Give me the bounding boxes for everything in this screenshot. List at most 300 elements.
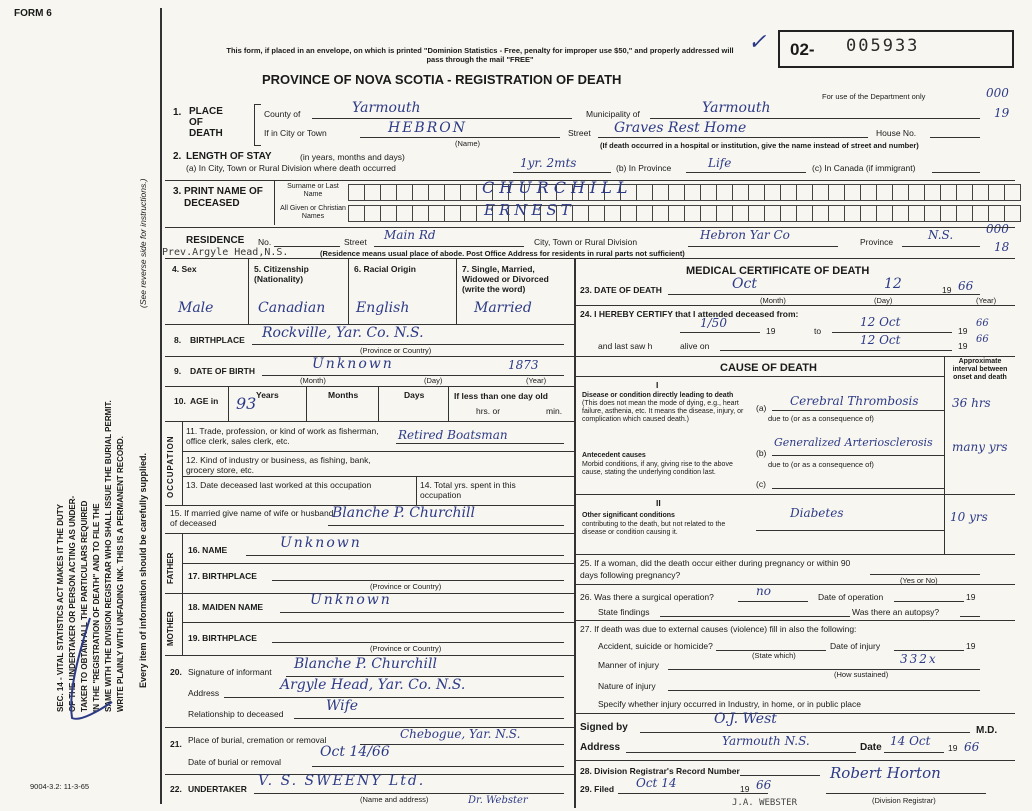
given-boxes [348, 205, 1020, 222]
char-box [940, 184, 957, 201]
char-box [812, 184, 829, 201]
char-box [428, 184, 445, 201]
date-19: 19 [948, 743, 958, 753]
side-text-8: (See reverse side for instructions.) [138, 178, 148, 308]
dept-code-4: 18 [994, 240, 1010, 254]
age-div-4 [448, 387, 449, 421]
side-text-1: SEC. 14 - VITAL STATISTICS ACT MAKES IT THE DUTY [56, 503, 65, 712]
form-number: FORM 6 [14, 8, 52, 19]
date-value[interactable]: 14 Oct [890, 734, 931, 748]
hospital-note: (If death occurred in a hospital or institution, give the name instead of street and number) [600, 141, 919, 150]
medical-certificate-title: MEDICAL CERTIFICATE OF DEATH [686, 265, 870, 277]
interval-a-value[interactable]: 36 hrs [952, 396, 991, 410]
citizenship-value[interactable]: Canadian [258, 300, 326, 316]
q11-line [396, 443, 564, 444]
mother-bp-caption: (Province or Country) [370, 644, 442, 653]
div-5-6 [348, 259, 349, 325]
signed-line [640, 732, 970, 733]
char-box [428, 205, 445, 222]
citizenship-label: 5. Citizenship (Nationality) [254, 264, 309, 284]
less-than-day-label: If less than one day old [454, 391, 548, 401]
interval-b-value[interactable]: many yrs [952, 440, 1008, 454]
alive-on-label: alive on [680, 341, 710, 351]
side-text-3: TAKER TO OBTAIN ALL THE PARTICULARS REQUIRED [80, 500, 89, 712]
address-value[interactable]: Yarmouth N.S. [722, 734, 810, 748]
center-divider [574, 258, 576, 808]
q23-bottom [575, 305, 1015, 306]
char-box [700, 205, 717, 222]
signed-bottom [575, 760, 1015, 761]
char-box [892, 205, 909, 222]
last-19: 19 [958, 341, 968, 351]
death-month-value[interactable]: Oct [732, 276, 757, 292]
to-year-value[interactable]: 66 [976, 318, 989, 329]
q21-number: 21. [170, 739, 182, 749]
county-label: County of [264, 109, 301, 119]
burial-place-value[interactable]: Chebogue, Yar. N.S. [400, 727, 521, 741]
char-box [348, 184, 365, 201]
name-caption: (Name) [455, 139, 481, 148]
street-line [598, 137, 868, 138]
q11-value[interactable]: Retired Boatsman [398, 428, 508, 442]
age-div-1 [228, 387, 229, 421]
char-box [828, 205, 845, 222]
q15-label: 15. If married give name of wife or husband of deceased [170, 508, 334, 528]
residence-province-value[interactable]: N.S. [928, 228, 954, 242]
cause-a-value[interactable]: Cerebral Thrombosis [790, 394, 919, 408]
given-value[interactable]: ERNEST [484, 201, 575, 219]
char-box [380, 184, 397, 201]
informant-addr-line [224, 697, 564, 698]
char-box [732, 205, 749, 222]
op-date-label: Date of operation [818, 592, 884, 602]
burial-date-line [312, 766, 564, 767]
dept-code-2: 19 [994, 106, 1010, 120]
death-year-caption: (Year) [976, 296, 997, 305]
char-box [908, 205, 925, 222]
stay-c-label: (c) In Canada (if immigrant) [812, 163, 916, 173]
name-divider [274, 181, 275, 225]
date-year-value[interactable]: 66 [964, 740, 980, 754]
city-label: If in City or Town [264, 128, 327, 138]
q14-label: 14. Total yrs. spent in this occupation [420, 480, 516, 500]
char-box [684, 205, 701, 222]
birthplace-label: BIRTHPLACE [190, 335, 245, 345]
char-box [748, 205, 765, 222]
burial-date-value[interactable]: Oct 14/66 [320, 744, 390, 760]
residence-street-label: Street [344, 237, 367, 247]
disease-label: Disease or condition directly leading to death [582, 392, 734, 399]
father-birthplace-line [272, 580, 564, 581]
char-box [396, 205, 413, 222]
char-box [444, 205, 461, 222]
char-box [796, 184, 813, 201]
city-value[interactable]: HEBRON [388, 120, 467, 136]
antecedent-note: Morbid conditions, if any, giving rise to the above cause, stating the underlying condition last. [582, 461, 733, 476]
margin-handwritten-mark [50, 610, 120, 730]
min-label: min. [546, 406, 563, 416]
char-box [684, 184, 701, 201]
part-1-label: I [656, 380, 659, 390]
residence-city-value[interactable]: Hebron Yar Co [700, 228, 790, 242]
autopsy-line [960, 616, 980, 617]
char-box [972, 205, 989, 222]
last-saw-line [720, 350, 952, 351]
char-box [828, 184, 845, 201]
antecedent-label: Antecedent causes [582, 452, 646, 459]
char-box [940, 205, 957, 222]
part-1-bottom [575, 494, 1015, 495]
street-value[interactable]: Graves Rest Home [614, 120, 747, 136]
father-name-line [246, 555, 564, 556]
house-line [930, 137, 980, 138]
q11-bottom [182, 451, 574, 452]
char-box [780, 184, 797, 201]
q28-line [740, 775, 820, 776]
place-bracket [254, 104, 261, 146]
dob-year-value[interactable]: 1873 [508, 358, 539, 372]
burial-date-label: Date of burial or removal [188, 757, 282, 767]
residence-city-label: City, Town or Rural Division [534, 237, 638, 247]
residence-no-label: No. [258, 237, 272, 247]
how-sustained-caption: (How sustained) [834, 670, 889, 679]
q13-q14-div [416, 476, 417, 505]
q29-label: 29. Filed [580, 784, 615, 794]
residence-province-label: Province [860, 237, 894, 247]
birthplace-caption: (Province or Country) [360, 346, 432, 355]
to-19: 19 [958, 326, 968, 336]
signed-by-label: Signed by [580, 722, 628, 733]
stay-a-label: (a) In City, Town or Rural Division where death occurred [186, 163, 396, 173]
mother-birthplace-label: 19. BIRTHPLACE [188, 633, 257, 643]
surname-label: Surname or Last Name [287, 183, 339, 198]
check-mark: ✓ [748, 30, 767, 55]
death-day-value[interactable]: 12 [884, 276, 902, 292]
filed-value[interactable]: Oct 14 [636, 776, 677, 790]
undertaker-value[interactable]: V. S. SWEENY Ltd. [258, 773, 426, 789]
to-date-value[interactable]: 12 Oct [860, 315, 901, 329]
informant-sig-value[interactable]: Blanche P. Churchill [294, 656, 437, 672]
q15-value[interactable]: Blanche P. Churchill [332, 505, 475, 521]
date-line [884, 752, 944, 753]
residence-street-value[interactable]: Main Rd [384, 228, 436, 242]
birthplace-line [252, 344, 564, 345]
mother-maiden-value[interactable]: Unknown [310, 592, 392, 608]
char-box [844, 184, 861, 201]
other-value[interactable]: Diabetes [790, 506, 844, 520]
municipality-value[interactable]: Yarmouth [702, 100, 771, 116]
residence-street-line [374, 246, 524, 247]
registrar-signature[interactable]: Robert Horton [830, 764, 941, 782]
q24-bottom [575, 356, 1015, 357]
char-box [988, 184, 1005, 201]
dob-value[interactable]: Unknown [312, 356, 394, 372]
informant-rel-line [294, 718, 564, 719]
manner-code-value[interactable]: 332x [900, 652, 938, 666]
residence-label: RESIDENCE [186, 235, 245, 246]
stay-unit-note: (in years, months and days) [300, 152, 405, 162]
father-name-label: 16. NAME [188, 545, 228, 555]
dob-label: DATE OF BIRTH [190, 366, 256, 376]
injury-date-label: Date of injury [830, 641, 881, 651]
death-day-caption: (Day) [874, 296, 893, 305]
state-findings-line [660, 616, 850, 617]
q12-label: 12. Kind of industry or business, as fishing, bank, grocery store, etc. [186, 455, 371, 475]
length-of-stay-label: LENGTH OF STAY [186, 151, 272, 162]
q12-bottom [182, 476, 574, 477]
q3-number: 3. [173, 186, 182, 197]
side-text-7: Every item of information should be carefully supplied. [138, 452, 148, 688]
part-2-bottom [575, 554, 1015, 555]
q27-bottom [575, 713, 1015, 714]
cause-b-marker: (b) [756, 448, 767, 458]
char-box [796, 205, 813, 222]
stay-b-line [686, 172, 806, 173]
char-box [412, 205, 429, 222]
interval-other-value[interactable]: 10 yrs [950, 510, 988, 524]
mother-mid [182, 622, 574, 623]
char-box [620, 205, 637, 222]
q26-bottom [575, 620, 1015, 621]
surname-value[interactable]: CHURCHILL [482, 178, 633, 197]
char-box [668, 184, 685, 201]
char-box [460, 205, 477, 222]
grid-top-line [165, 258, 1015, 259]
city-line [360, 137, 560, 138]
sex-label: 4. Sex [172, 264, 197, 274]
injury-19: 19 [966, 641, 976, 651]
mother-tab-line [182, 593, 183, 655]
last-saw-year[interactable]: 66 [976, 334, 989, 345]
char-box [988, 205, 1005, 222]
mother-maiden-label: 18. MAIDEN NAME [188, 602, 264, 612]
char-box [748, 184, 765, 201]
dob-month-caption: (Month) [300, 376, 326, 385]
death-year-prefix: 19 [942, 285, 952, 295]
cause-a-marker: (a) [756, 403, 767, 413]
previous-residence-stamp: Prev.Argyle Head,N.S. [162, 247, 289, 258]
last-saw-date[interactable]: 12 Oct [860, 333, 901, 347]
side-text-4: IN THE "REGISTRATION OF DEATH" AND TO FILE THE [92, 503, 101, 712]
form-title: PROVINCE OF NOVA SCOTIA - REGISTRATION OF DEATH [262, 72, 622, 87]
days-label: Days [404, 390, 425, 400]
q10-number: 10. [174, 396, 186, 406]
q24-label: 24. I HEREBY CERTIFY that I attended deceased from: [580, 309, 799, 319]
racial-value[interactable]: English [356, 300, 410, 316]
father-name-value[interactable]: Unknown [280, 535, 362, 551]
state-findings-label: State findings [598, 607, 650, 617]
place-of-death-label: PLACE OF DEATH [189, 106, 223, 139]
mother-birthplace-line [272, 642, 564, 643]
print-name-label: PRINT NAME OF DECEASED [184, 186, 263, 209]
div-6-7 [456, 259, 457, 325]
char-box [444, 184, 461, 201]
char-box [588, 205, 605, 222]
father-tab: FATHER [166, 552, 175, 584]
cause-c-marker: (c) [756, 479, 766, 489]
father-bp-caption: (Province or Country) [370, 582, 442, 591]
nature-label: Nature of injury [598, 681, 656, 691]
char-box [412, 184, 429, 201]
house-label: House No. [876, 128, 917, 138]
left-frame [160, 8, 162, 804]
md-label: M.D. [976, 725, 998, 736]
disease-note: (This does not mean the mode of dying, e.g., heart failure, asthenia, etc. It means the disease, injury, or complication which caused death.) [582, 400, 744, 423]
q20-number: 20. [170, 667, 182, 677]
char-box [668, 205, 685, 222]
interval-title: Approximate interval between onset and death [952, 358, 1008, 381]
marital-value[interactable]: Married [474, 300, 532, 316]
stay-a-line [513, 172, 611, 173]
char-box [716, 205, 733, 222]
cause-c-line [772, 488, 944, 489]
undertaker-caption: (Name and address) [360, 795, 429, 804]
racial-label: 6. Racial Origin [354, 264, 416, 274]
q26-label: 26. Was there a surgical operation? [580, 592, 714, 602]
from-to: to [814, 326, 822, 336]
stay-b-label: (b) In Province [616, 163, 672, 173]
nature-line [668, 690, 980, 691]
state-which-caption: (State which) [752, 651, 796, 660]
due-a-label: due to (or as a consequence of) [768, 414, 874, 423]
manner-line [668, 669, 980, 670]
informant-sig-label: Signature of informant [188, 667, 272, 677]
form-code: 9004-3.2: 11-3-65 [30, 782, 90, 791]
char-box [924, 205, 941, 222]
char-box [780, 205, 797, 222]
char-box [764, 184, 781, 201]
date-label: Date [860, 742, 882, 753]
char-box [460, 184, 477, 201]
age-div-3 [378, 387, 379, 421]
stay-c-line [932, 172, 980, 173]
stay-a-value[interactable]: 1yr. 2mts [520, 156, 577, 170]
birthplace-value[interactable]: Rockville, Yar. Co. N.S. [262, 325, 424, 341]
row9-bottom [165, 386, 574, 387]
informant-addr-value[interactable]: Argyle Head, Yar. Co. N.S. [280, 677, 466, 693]
char-box [700, 184, 717, 201]
char-box [364, 205, 381, 222]
char-box [956, 205, 973, 222]
residence-note: (Residence means usual place of abode. Post Office Address for residents in rural parts not sufficient) [320, 249, 685, 258]
q11-label: 11. Trade, profession, or kind of work as fisherman, office clerk, sales clerk, etc. [186, 426, 379, 446]
char-box [732, 184, 749, 201]
q9-number: 9. [174, 366, 182, 376]
char-box [604, 205, 621, 222]
char-box [860, 184, 877, 201]
char-box [876, 184, 893, 201]
cause-b-line [772, 455, 944, 456]
sex-value[interactable]: Male [178, 300, 214, 316]
char-box [1004, 205, 1021, 222]
char-box [396, 184, 413, 201]
surname-boxes [348, 184, 1020, 201]
burial-place-label: Place of burial, cremation or removal [188, 735, 327, 745]
side-text-2: OF THE UNDERTAKER OR PERSON ACTING AS UNDER- [68, 495, 77, 712]
mail-notice: This form, if placed in an envelope, on which is printed "Dominion Statistics - Free, penalty for improper use $50," and properly addressed will pass through the mail "FREE" [226, 46, 734, 64]
death-month-caption: (Month) [760, 296, 786, 305]
years-value[interactable]: 93 [236, 394, 257, 413]
op-year-prefix: 19 [966, 592, 976, 602]
cause-header-line [575, 376, 944, 377]
cause-of-death-title: CAUSE OF DEATH [720, 362, 817, 374]
dept-code-3: 000 [986, 222, 1009, 236]
address-label: Address [580, 742, 621, 753]
filed-19: 19 [740, 784, 750, 794]
char-box [764, 205, 781, 222]
years-label: Years [256, 390, 279, 400]
part-2-label: II [656, 498, 661, 508]
autopsy-label: Was there an autopsy? [852, 607, 940, 617]
municipality-line [650, 118, 980, 119]
death-year-value[interactable]: 66 [958, 279, 974, 293]
char-box [1004, 184, 1021, 201]
informant-addr-label: Address [188, 688, 220, 698]
from-line [680, 332, 760, 333]
signed-value[interactable]: O.J. West [714, 711, 777, 727]
q23-line [668, 294, 980, 295]
from-date-value[interactable]: 1/50 [700, 316, 727, 330]
row10-bottom [165, 421, 574, 422]
municipality-label: Municipality of [586, 109, 640, 119]
residence-province-line [902, 246, 980, 247]
q1-number: 1. [173, 107, 182, 118]
hrs-label: hrs. or [476, 406, 501, 416]
last-saw-label: and last saw h [598, 341, 653, 351]
q8-number: 8. [174, 335, 182, 345]
surgery-value[interactable]: no [756, 584, 771, 598]
accident-label: Accident, suicide or homicide? [598, 641, 713, 651]
residence-city-line [688, 246, 838, 247]
q25-label: 25. If a woman, did the death occur either during pregnancy or within 90 days following pregnancy? [580, 558, 851, 580]
q22-number: 22. [170, 784, 182, 794]
q25-line [870, 574, 980, 575]
char-box [380, 205, 397, 222]
q15-bottom [165, 533, 574, 534]
stay-b-value[interactable]: Life [708, 156, 732, 170]
mother-tab: MOTHER [166, 611, 175, 646]
char-box [652, 184, 669, 201]
age-label: AGE in [190, 396, 219, 406]
county-value[interactable]: Yarmouth [352, 100, 421, 116]
filed-year-value[interactable]: 66 [756, 778, 772, 792]
char-box [636, 184, 653, 201]
marital-label: 7. Single, Married, Widowed or Divorced (write the word) [462, 264, 549, 294]
q13-label: 13. Date deceased last worked at this occupation [186, 480, 372, 490]
q23-label: 23. DATE OF DEATH [580, 285, 662, 295]
from-19: 19 [766, 326, 776, 336]
char-box [844, 205, 861, 222]
informant-rel-value[interactable]: Wife [326, 698, 359, 714]
q27-label: 27. If death was due to external causes (violence) fill in also the following: [580, 624, 857, 634]
op-date-line [894, 601, 964, 602]
char-box [908, 184, 925, 201]
undertaker-line [254, 793, 564, 794]
char-box [972, 184, 989, 201]
q28-label: 28. Division Registrar's Record Number [580, 766, 740, 776]
other-label: Other significant conditions [582, 512, 675, 519]
occupation-tab-line [182, 421, 183, 505]
char-box [924, 184, 941, 201]
q25-bottom [575, 584, 1015, 585]
other-line [756, 530, 944, 531]
cause-b-value[interactable]: Generalized Arteriosclerosis [774, 436, 933, 449]
age-div-2 [306, 387, 307, 421]
char-box [956, 184, 973, 201]
dept-code-1: 000 [986, 86, 1009, 100]
char-box [716, 184, 733, 201]
side-text-5: SAME WITH THE DIVISION REGISTRAR WHO SHALL ISSUE THE BURIAL PERMIT. [104, 400, 113, 712]
